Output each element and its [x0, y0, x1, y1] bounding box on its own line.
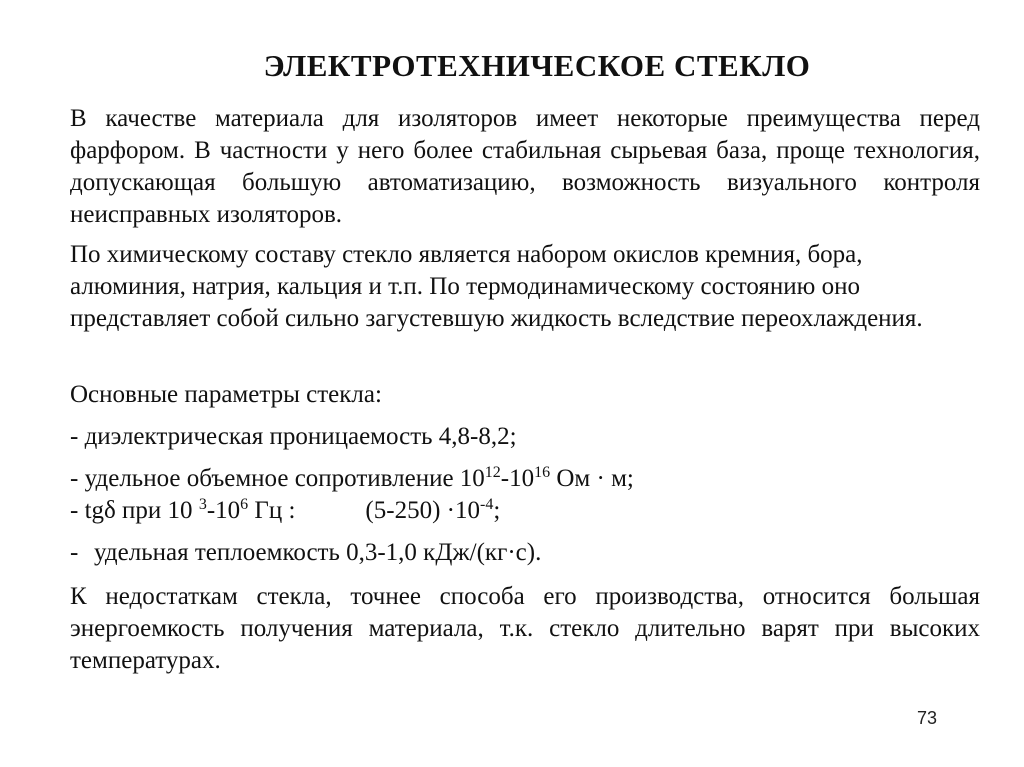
param-resistivity	[70, 463, 980, 495]
slide-body	[70, 103, 980, 685]
heat-text: удельная теплоемкость 0,3-1,0 кДж/(кг·с).	[94, 539, 542, 566]
resistivity-prefix: - удельное объемное сопротивление 10	[70, 465, 485, 492]
intro-paragraph: В качестве материала для изоляторов имеет некоторые преимущества перед фарфором. В частности у него более стабильная сырьевая база, проще технология, допускающая большую автоматизацию, возможность визуального контроля неисправных изоляторов.	[70, 105, 980, 228]
resistivity-suffix: Ом · м;	[550, 465, 634, 492]
resistivity-exp-1: 12	[484, 464, 501, 481]
heat-dash: -	[70, 539, 79, 566]
tgd-exp-1: 3	[198, 496, 207, 513]
param-tgd	[70, 495, 980, 527]
param-permittivity: - диэлектрическая проницаемость 4,8-8,2;	[70, 423, 517, 450]
drawbacks-paragraph: К недостаткам стекла, точнее способа его производства, относится большая энергоемкость получения материала, т.к. стекло длительно варят при высоких температурах.	[70, 583, 980, 674]
composition-paragraph: По химическому составу стекло является набором окислов кремния, бора, алюминия, натрия, кальция и т.п. По термодинамическому состоянию оно представляет собой сильно загустевшую жидкость вследствие переохлаждения.	[70, 241, 923, 332]
tgd-value-exp: -4	[479, 496, 494, 513]
param-heat-capacity	[70, 537, 980, 569]
tgd-prefix: - tgδ при 10	[70, 497, 199, 524]
tgd-value-prefix: (5-250) ·10	[365, 497, 480, 524]
spacer	[70, 343, 980, 379]
tgd-middle: -10	[206, 497, 241, 524]
page-number: 73	[917, 708, 938, 728]
tgd-exp-2: 6	[240, 496, 249, 513]
tgd-value-suffix: ;	[493, 497, 501, 524]
resistivity-exp-2: 16	[534, 464, 551, 481]
slide-title: ЭЛЕКТРОТЕХНИЧЕСКОЕ СТЕКЛО	[263, 48, 811, 83]
tgd-unit: Гц :	[248, 497, 296, 524]
params-heading: Основные параметры стекла:	[70, 381, 382, 408]
resistivity-middle: -10	[500, 465, 535, 492]
